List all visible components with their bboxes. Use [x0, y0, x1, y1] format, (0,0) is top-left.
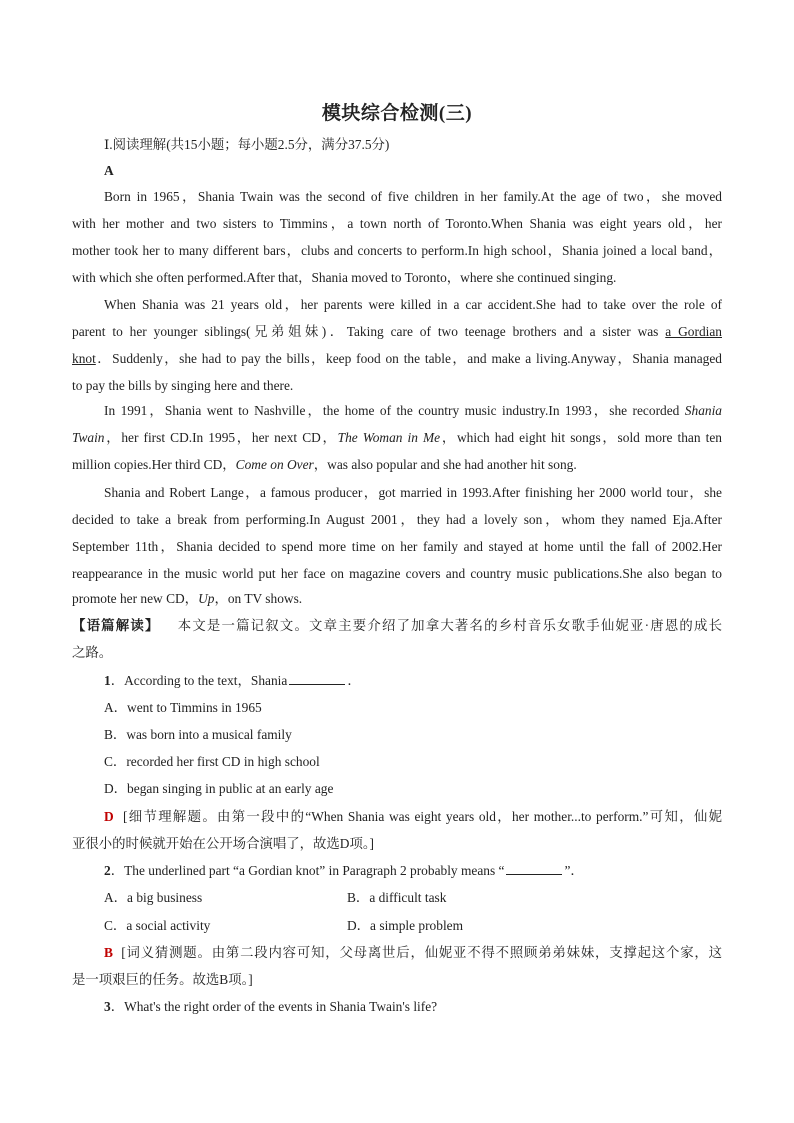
passage-text: parent to her younger siblings(兄弟姐妹)．Taking care of two teenage brothers and a sister was: [72, 324, 666, 339]
question-stem: [104, 672, 361, 690]
question-stem: [104, 998, 437, 1016]
passage-line: mother took her to many different bars，clubs and concerts to perform.In high school，Shania joined a local band，: [72, 243, 722, 258]
passage-line: Shania and Robert Lange，a famous producer，got married in 1993.After finishing her 2000 world tour，she: [104, 485, 722, 500]
option-b: B．a difficult task: [347, 890, 447, 905]
section-heading: Ⅰ.阅读理解(共15小题；每小题2.5分，满分37.5分): [104, 137, 390, 152]
passage-text: promote her new CD，: [72, 591, 199, 606]
passage-line: with her mother and two sisters to Timmins，a town north of Toronto.When Shania was eight years old，her: [72, 216, 722, 231]
passage-text: ．Suddenly，she had to pay the bills，keep food on the table，and make a living.Anyway，Shania managed: [95, 351, 722, 366]
passage-text: ，which had eight hit songs，sold more than ten: [440, 430, 722, 445]
answer-explanation: [104, 944, 722, 962]
analysis-line: [72, 617, 722, 635]
analysis-line: 之路。: [72, 645, 113, 660]
explanation-text: [词义猜测题。由第二段内容可知，父母离世后，仙妮亚不得不照顾弟弟妹妹，支撑起这个家，这: [121, 945, 722, 960]
option-d: D．a simple problem: [347, 918, 464, 933]
passage-line: [72, 429, 722, 447]
question-number: 3: [104, 999, 111, 1014]
passage-line: with which she often performed.After that，Shania moved to Toronto，where she continued singing.: [72, 270, 617, 285]
option-a: A．a big business: [104, 890, 203, 905]
underlined-phrase: knot: [72, 351, 96, 366]
passage-line: to pay the bills by singing here and there.: [72, 378, 294, 393]
passage-line: [72, 350, 722, 368]
page-title: 模块综合检测(三): [321, 103, 473, 124]
passage-text: ，was also popular and she had another hit song.: [313, 457, 577, 472]
passage-line: [72, 456, 577, 474]
question-text: ．The underlined part “a Gordian knot” in Paragraph 2 probably means “: [110, 863, 505, 878]
option-b: B．was born into a musical family: [104, 727, 292, 742]
passage-text: million copies.Her third CD，: [72, 457, 236, 472]
answer-blank: [289, 672, 345, 685]
underlined-phrase: a Gordian: [665, 324, 722, 339]
question-text: ”．: [564, 863, 584, 878]
passage-line: [72, 590, 302, 608]
question-text: ．: [347, 673, 361, 688]
passage-text: ，on TV shows.: [214, 591, 303, 606]
passage-line: [72, 323, 722, 341]
analysis-text: 本文是一篇记叙文。文章主要介绍了加拿大著名的乡村音乐女歌手仙妮亚·唐恩的成长: [177, 618, 722, 633]
cd-title: Up: [198, 591, 215, 606]
question-text: ．What's the right order of the events in Shania Twain's life?: [110, 999, 438, 1014]
option-d: D．began singing in public at an early age: [104, 781, 334, 796]
explanation-text: [细节理解题。由第一段中的“When Shania was eight years old，her mother...to perform.”可知，仙妮: [123, 809, 722, 824]
passage-line: When Shania was 21 years old，her parents were killed in a car accident.She had to take over the role of: [104, 297, 722, 312]
passage-text: In 1991，Shania went to Nashville，the home of the country music industry.In 1993，she recorded: [104, 403, 685, 418]
analysis-label: 【语篇解读】: [72, 618, 160, 633]
cd-title: Twain: [72, 430, 105, 445]
passage-line: Born in 1965，Shania Twain was the second of five children in her family.At the age of two，she moved: [104, 189, 722, 204]
cd-title: The Woman in Me: [337, 430, 441, 445]
question-number: 2: [104, 863, 111, 878]
option-c: C．a social activity: [104, 918, 211, 933]
passage-text: ，her first CD.In 1995，her next CD，: [104, 430, 338, 445]
question-stem: [104, 862, 584, 880]
answer-explanation: 亚很小的时候就开始在公开场合演唱了，故选D项。]: [72, 836, 375, 851]
passage-line: September 11th，Shania decided to spend more time on her family and stayed at home until the fall of 2002.Her: [72, 539, 722, 554]
cd-title: Shania: [684, 403, 722, 418]
passage-line: [104, 402, 722, 420]
option-a: A．went to Timmins in 1965: [104, 700, 262, 715]
question-number: 1: [104, 673, 111, 688]
answer-explanation: 是一项艰巨的任务。故选B项。]: [72, 972, 253, 987]
cd-title: Come on Over: [235, 457, 314, 472]
question-text: ．According to the text，Shania: [110, 673, 288, 688]
passage-line: decided to take a break from performing.In August 2001，they had a lovely son，whom they named Eja.After: [72, 512, 722, 527]
answer-letter: D: [104, 809, 114, 824]
option-c: C．recorded her first CD in high school: [104, 754, 320, 769]
answer-letter: B: [104, 945, 113, 960]
answer-blank: [506, 862, 562, 875]
passage-line: reappearance in the music world put her face on magazine covers and country music publications.She also began to: [72, 566, 722, 581]
answer-explanation: [104, 808, 722, 826]
part-label: A: [104, 163, 114, 178]
